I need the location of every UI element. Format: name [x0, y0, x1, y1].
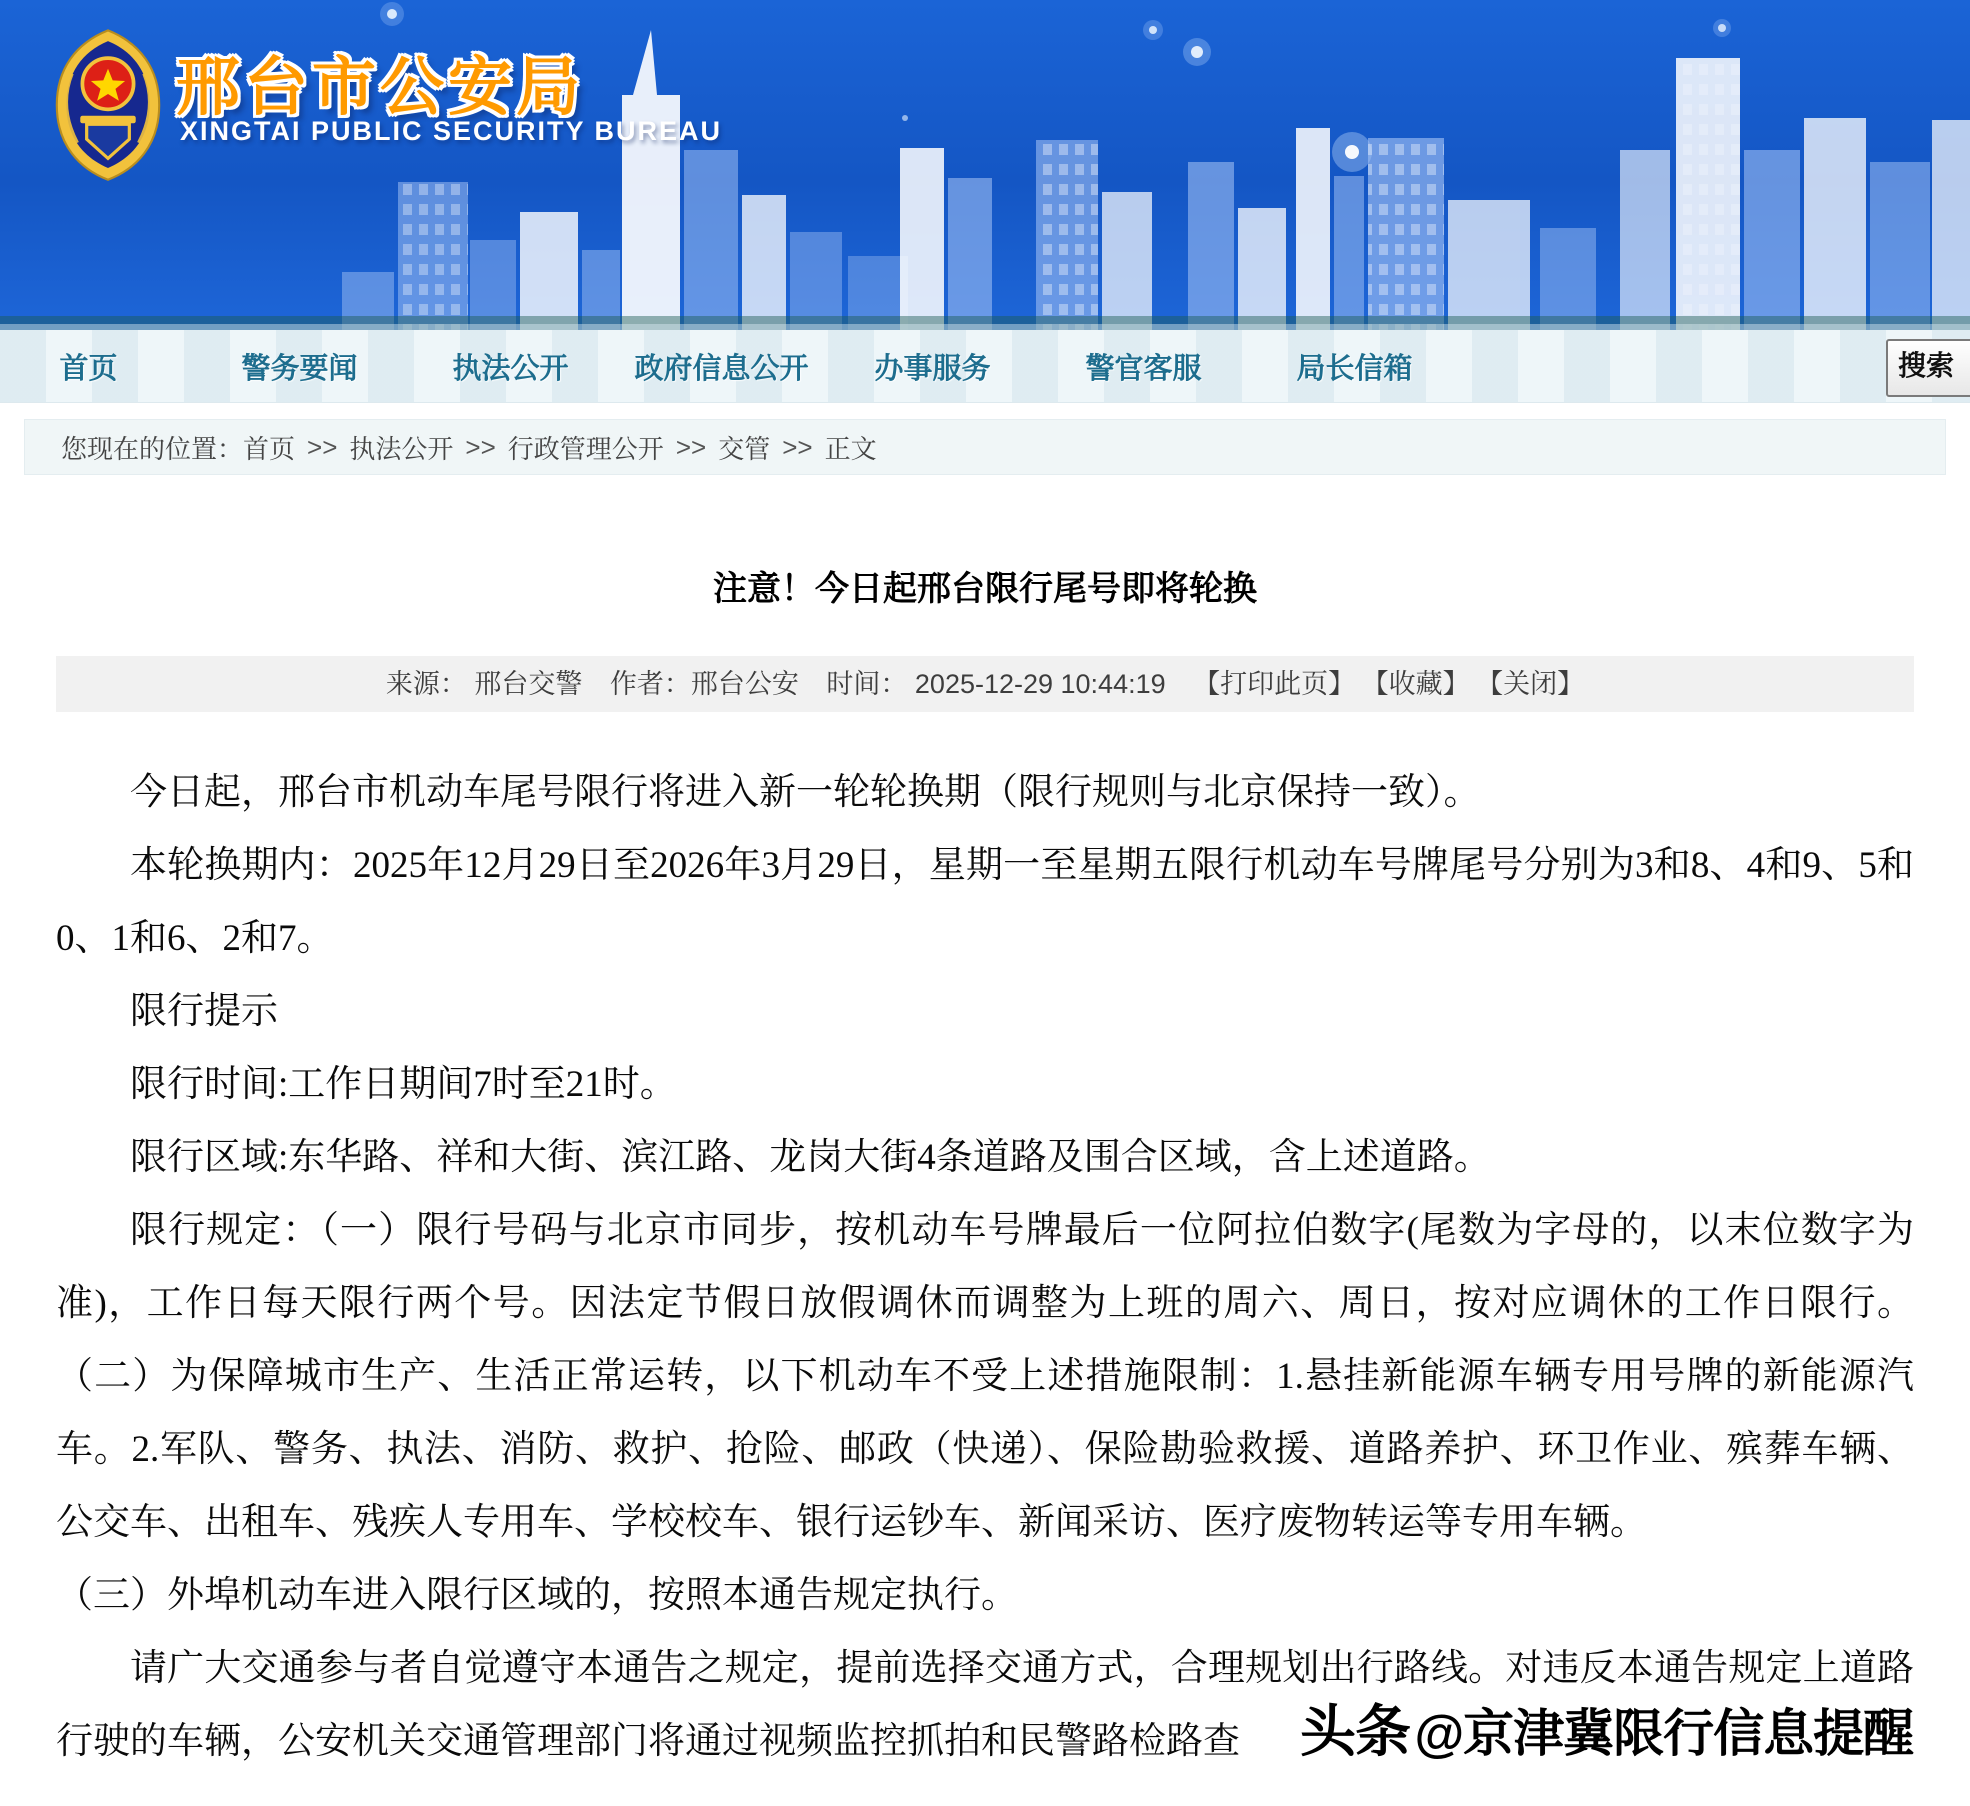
breadcrumb-separator: >> — [675, 431, 707, 462]
paragraph: 限行区域:东华路、祥和大街、滨江路、龙岗大街4条道路及围合区域，含上述道路。 — [130, 1137, 1491, 1178]
site-banner — [0, 0, 1970, 330]
site-subtitle: XINGTAI PUBLIC SECURITY BUREAU — [180, 116, 723, 146]
article-body — [56, 712, 1914, 1778]
toutiao-watermark — [1300, 1688, 1913, 1768]
watermark-logo-text: 头条 — [1300, 1700, 1410, 1763]
meta-source: 来源： 邢台交警 — [385, 669, 583, 699]
paragraph: 限行规定：（一）限行号码与北京市同步，按机动车号牌最后一位阿拉伯数字(尾数为字母的，以末位数字为准)，工作日每天限行两个号。因法定节假日放假调休而调整为上班的周六、周日，按对应调休的工作日限行。（二）为保障城市生产、生活正常运转，以下机动车不受上述措施限制：1.悬挂新能源车辆专用号牌的新能源汽车。2.军队、警务、执法、消防、救护、抢险、邮政（快递）、保险勘验救援、道路养护、环卫作业、殡葬车辆、公交车、出租车、残疾人专用车、学校校车、银行运钞车、新闻采访、医疗废物转运等专用车辆。 — [56, 1210, 1914, 1543]
nav-item-law-enforcement[interactable]: 执法公开 — [452, 352, 569, 385]
breadcrumb-separator: >> — [782, 431, 813, 462]
paragraph: （三）外埠机动车进入限行区域的，按照本通告规定执行。 — [56, 1575, 1018, 1616]
paragraph: 限行时间:工作日期间7时至21时。 — [130, 1064, 677, 1105]
nav-item-police-news[interactable]: 警务要闻 — [241, 352, 358, 385]
print-page-link[interactable]: 【打印此页】 — [1193, 669, 1356, 699]
main-nav — [0, 330, 1970, 403]
breadcrumb-separator: >> — [307, 431, 338, 462]
breadcrumb-current-article: 正文 — [824, 433, 877, 464]
nav-item-officer-support[interactable]: 警官客服 — [1085, 352, 1202, 385]
nav-item-home[interactable]: 首页 — [59, 352, 118, 385]
paragraph: 本轮换期内：2025年12月29日至2026年3月29日，星期一至星期五限行机动车号牌尾号分别为3和8、4和9、5和0、1和6、2和7。 — [56, 845, 1914, 959]
paragraph: 今日起，邢台市机动车尾号限行将进入新一轮轮换期（限行规则与北京保持一致）。 — [130, 772, 1481, 813]
site-title: 邢台市公安局 — [176, 51, 584, 123]
favorite-link[interactable]: 【收藏】 — [1375, 669, 1470, 699]
breadcrumb-link-traffic[interactable]: 交管 — [718, 433, 771, 464]
police-badge-logo[interactable] — [44, 24, 172, 184]
article-meta-bar — [56, 656, 1914, 712]
nav-item-services[interactable]: 办事服务 — [874, 352, 991, 385]
search-button[interactable]: 搜索 — [1886, 339, 1970, 397]
article-title: 注意！今日起邢台限行尾号即将轮换 — [713, 570, 1257, 608]
watermark-handle: @京津冀限行信息提醒 — [1414, 1705, 1914, 1762]
breadcrumb-link-home[interactable]: 首页 — [243, 433, 296, 464]
breadcrumb-link-admin-disclosure[interactable]: 行政管理公开 — [507, 433, 664, 464]
breadcrumb-separator: >> — [465, 431, 496, 462]
paragraph: 请广大交通参与者自觉遵守本通告之规定，提前选择交通方式，合理规划出行路线。对违反本通告规定上道路行驶的车辆，公安机关交通管理部门将通过视频监控抓拍和民警路检路查 — [56, 1648, 1914, 1762]
nav-item-gov-info[interactable]: 政府信息公开 — [634, 352, 809, 385]
close-link[interactable]: 【关闭】 — [1489, 669, 1585, 699]
meta-time: 时间： 2025-12-29 10:44:19 — [826, 669, 1166, 699]
paragraph: 限行提示 — [130, 991, 278, 1032]
breadcrumb — [24, 419, 1946, 475]
article — [56, 561, 1914, 1778]
nav-item-director-mailbox[interactable]: 局长信箱 — [1296, 352, 1413, 385]
breadcrumb-label: 您现在的位置： — [61, 433, 244, 464]
meta-author: 作者：邢台公安 — [609, 669, 799, 699]
breadcrumb-link-law-enforcement[interactable]: 执法公开 — [349, 433, 454, 464]
